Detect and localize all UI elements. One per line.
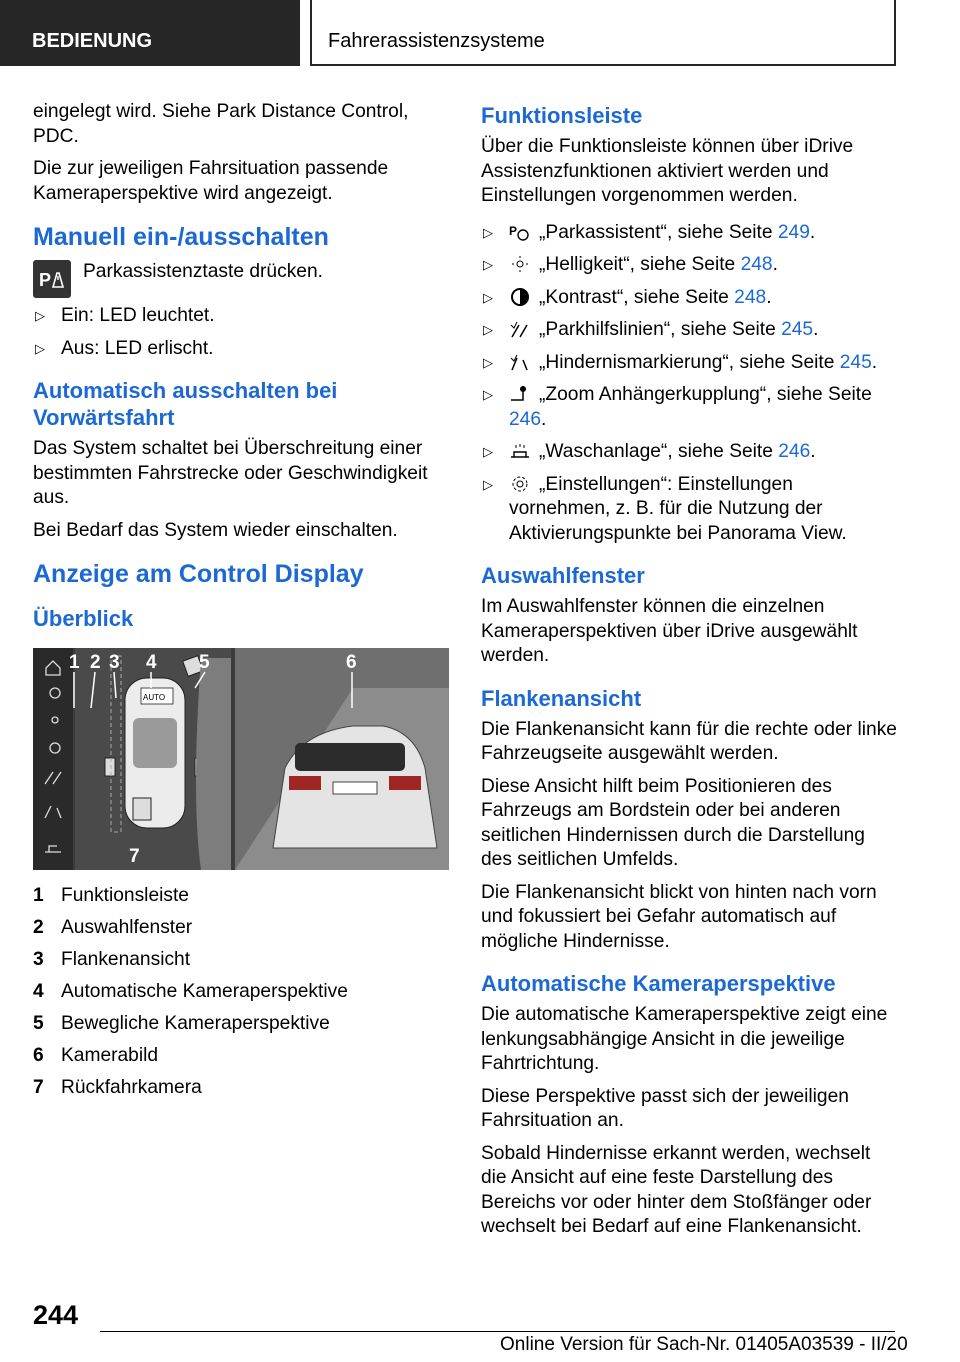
page-link[interactable]: 246	[778, 441, 811, 462]
legend-row: 4 Automatische Kameraperspektive	[33, 981, 348, 1002]
list-item: ▷ Aus: LED erlischt.	[33, 337, 451, 362]
page-link[interactable]: 248	[734, 286, 767, 308]
settings-icon	[509, 474, 531, 494]
heading-auto-off: Automatisch ausschalten bei Vorwärtsfahrt	[33, 378, 338, 430]
intro-paragraph-1: eingelegt wird. Siehe Park Distance Control, PDC.	[33, 101, 409, 147]
page-link[interactable]: 246	[509, 408, 542, 430]
svg-text:P: P	[509, 223, 518, 238]
heading-selection-window: Auswahlfenster	[481, 563, 645, 588]
key-instruction	[33, 260, 451, 304]
auto-perspective-paragraph-2: Diese Perspektive passt sich der jeweiligen Fahrsituation an.	[481, 1085, 849, 1131]
chapter-title: Fahrerassistenzsysteme	[328, 30, 545, 52]
trailer-hitch-icon	[509, 384, 531, 404]
heading-manual-switch: Manuell ein-/ausschalten	[33, 223, 329, 251]
function-bar	[33, 648, 73, 870]
side-view-paragraph-2: Diese Ansicht hilft beim Positionieren des Fahrzeugs am Bordstein oder bei anderen seitlichen Hindernissen durch die Darstellung des seitlichen Umfelds.	[481, 775, 865, 870]
triangle-bullet-icon: ▷	[483, 224, 493, 240]
auto-off-paragraph-1: Das System schaltet bei Überschreitung einer bestimmten Fahrstrecke oder Geschwindigkeit aus.	[33, 438, 428, 508]
callout-1: 1	[69, 652, 80, 673]
key-text: Parkassistenztaste drücken.	[83, 261, 323, 282]
list-item: ▷ P „Parkassistent“, siehe Seite 249.	[481, 221, 897, 246]
triangle-bullet-icon: ▷	[483, 322, 493, 337]
callout-7: 7	[129, 846, 140, 867]
auto-camera-label: AUTO	[143, 693, 166, 702]
heading-function-bar: Funktionsleiste	[481, 103, 643, 128]
list-item: ▷ „Zoom Anhängerkupplung“, siehe Seite 246.	[483, 384, 872, 430]
legend-row: 6 Kamerabild	[33, 1045, 159, 1066]
svg-text:P: P	[39, 270, 52, 290]
camera-display-illustration	[33, 648, 449, 870]
page-link[interactable]: 248	[740, 254, 773, 275]
legend-row: 5 Bewegliche Kameraperspektive	[33, 1013, 330, 1034]
auto-off-paragraph-2: Bei Bedarf das System wieder einschalten.	[33, 519, 398, 541]
footer-rule	[100, 1331, 895, 1332]
auto-perspective-paragraph-1: Die automatische Kameraperspektive zeigt eine lenkungsabhängige Ansicht in die jeweilige Fahrtrichtung.	[481, 1004, 888, 1074]
legend-row: 3 Flankenansicht	[33, 949, 191, 970]
callout-2: 2	[90, 652, 101, 673]
list-item: ▷ „Helligkeit“, siehe Seite 248.	[481, 253, 897, 278]
side-view	[196, 658, 231, 870]
heading-control-display: Anzeige am Control Display	[33, 560, 364, 588]
legend-row: 1 Funktionsleiste	[33, 885, 189, 906]
parking-lines-icon	[509, 319, 531, 339]
legend-row: 7 Rückfahrkamera	[33, 1077, 202, 1098]
car-wash-icon	[509, 441, 531, 461]
obstacle-marking-icon	[509, 352, 531, 372]
parking-assistant-icon	[509, 222, 531, 242]
callout-3: 3	[109, 652, 120, 673]
heading-side-view: Flankenansicht	[481, 685, 642, 711]
list-item: ▷ „Kontrast“, siehe Seite 248.	[481, 286, 897, 311]
page-link[interactable]: 245	[781, 319, 814, 340]
triangle-bullet-icon: ▷	[483, 354, 493, 370]
triangle-bullet-icon: ▷	[483, 444, 493, 459]
list-item: ▷ „Hindernismarkierung“, siehe Seite 245.	[481, 351, 897, 376]
auto-perspective-paragraph-3: Sobald Hindernisse erkannt werden, wechselt die Ansicht auf eine feste Darstellung des Bereichs vor oder hinter dem Stoßfänger oder wechselt bei Bedarf auf eine Flankenansicht.	[481, 1142, 872, 1237]
right-column	[481, 100, 897, 1248]
callout-5: 5	[199, 652, 210, 673]
legend-row: 2 Auswahlfenster	[33, 917, 193, 938]
triangle-bullet-icon: ▷	[483, 257, 493, 272]
triangle-bullet-icon: ▷	[483, 289, 493, 305]
triangle-bullet-icon: ▷	[483, 387, 493, 402]
brightness-icon	[509, 254, 531, 274]
list-item: ▷ „Einstellungen“: Einstellungen vornehmen, z. B. für die Nutzung der Aktivierungspunkte bei Panorama View.	[483, 473, 847, 544]
callout-4: 4	[146, 652, 157, 673]
legend	[33, 884, 451, 1101]
section-tab	[0, 0, 300, 66]
heading-overview: Überblick	[33, 606, 134, 631]
list-item: ▷ „Waschanlage“, siehe Seite 246.	[481, 440, 897, 465]
footer-text: Online Version für Sach-Nr. 01405A03539 - II/20	[500, 1334, 908, 1355]
chapter-tab	[310, 0, 896, 66]
triangle-bullet-icon: ▷	[35, 308, 45, 323]
list-item: ▷ Ein: LED leuchtet.	[33, 304, 451, 329]
side-view-paragraph-1: Die Flankenansicht kann für die rechte oder linke Fahrzeugseite ausgewählt werden.	[481, 718, 897, 764]
page-link[interactable]: 249	[777, 221, 810, 243]
side-view-paragraph-3: Die Flankenansicht blickt von hinten nach vorn und fokussiert bei Gefahr automatisch auf mögliche Hindernisse.	[481, 881, 877, 952]
list-item: ▷ „Parkhilfslinien“, siehe Seite 245.	[481, 318, 897, 343]
function-bar-paragraph: Über die Funktionsleiste können über iDrive Assistenzfunktionen aktiviert werden und Einstellungen vorgenommen werden.	[481, 136, 854, 206]
page-link[interactable]: 245	[839, 351, 872, 373]
page-number: 244	[33, 1300, 79, 1330]
rear-camera-icon	[133, 798, 151, 820]
left-column	[33, 100, 451, 1108]
selection-paragraph: Im Auswahlfenster können die einzelnen Kameraperspektiven über iDrive ausgewählt werden.	[481, 596, 858, 666]
triangle-bullet-icon: ▷	[35, 340, 45, 356]
triangle-bullet-icon: ▷	[483, 476, 493, 492]
callout-6: 6	[346, 652, 357, 673]
section-title: BEDIENUNG	[32, 30, 153, 52]
contrast-icon	[509, 287, 531, 307]
intro-paragraph-2: Die zur jeweiligen Fahrsituation passende Kameraperspektive wird angezeigt.	[33, 158, 389, 204]
parking-assist-key-icon	[33, 260, 71, 298]
led-list	[33, 304, 451, 361]
function-list	[481, 221, 897, 547]
heading-auto-perspective: Automatische Kameraperspektive	[481, 971, 836, 996]
